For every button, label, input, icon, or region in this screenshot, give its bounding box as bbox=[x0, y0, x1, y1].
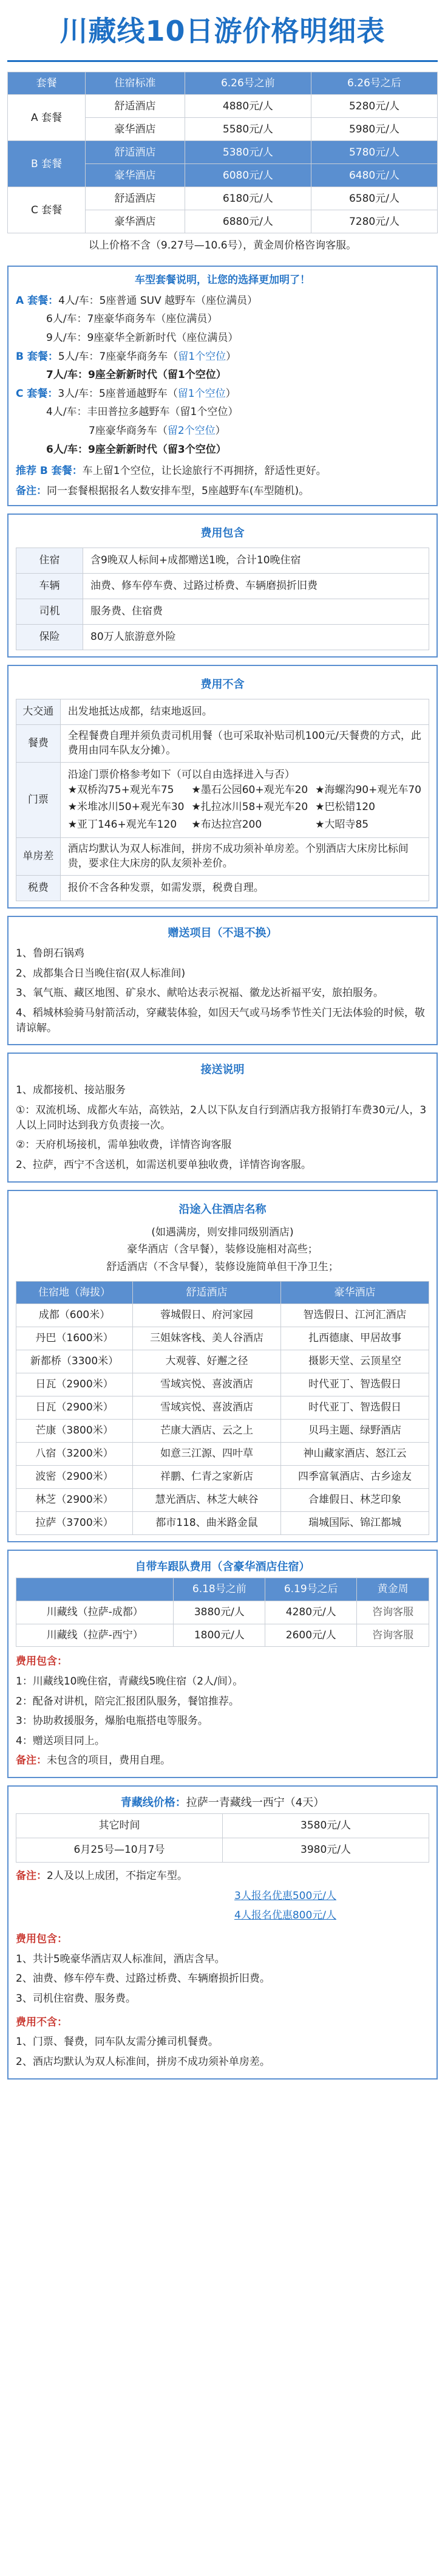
table-cell: 波密（2900米） bbox=[16, 1466, 133, 1489]
table-cell: 日瓦（2900米） bbox=[16, 1373, 133, 1396]
car-option: 7人/车：9座全新新时代（留1个空位） bbox=[46, 369, 226, 382]
table-row bbox=[16, 699, 429, 724]
table-row bbox=[16, 1814, 429, 1838]
table-cell: 丹巴（1600米） bbox=[16, 1327, 133, 1350]
section-title: 车型套餐说明，让您的选择更加明了！ bbox=[135, 273, 310, 286]
ticket-item: ★大昭寺85 bbox=[315, 819, 369, 831]
table-cell: 2600元/人 bbox=[265, 1624, 357, 1647]
gift-item: 4、稻城林验骑马射箭活动，穿藏装体验，如因天气或马场季节性关门无法体验的时候，敬请谅解。 bbox=[16, 1006, 425, 1034]
table-cell: 芒康大酒店、云之上 bbox=[133, 1420, 281, 1443]
car-line: 6人/车：7座豪华商务车（座位满员） bbox=[46, 313, 218, 326]
table-cell: 成都（600米） bbox=[16, 1304, 133, 1327]
table-cell: 都市118、曲米路金鼠 bbox=[133, 1512, 281, 1535]
table-cell: 5380元/人 bbox=[185, 141, 311, 164]
table-cell: 舒适酒店 bbox=[86, 187, 185, 210]
table-cell: 新都桥（3300米） bbox=[16, 1350, 133, 1373]
table-row bbox=[16, 1443, 429, 1466]
table-row bbox=[16, 573, 429, 599]
table-cell: 5980元/人 bbox=[311, 118, 437, 141]
car-option: ） bbox=[225, 387, 236, 400]
package-name: B 套餐 bbox=[8, 141, 86, 187]
section-title: 费用包含 bbox=[200, 526, 245, 540]
table-cell: 瑞城国际、锦江都城 bbox=[281, 1512, 429, 1535]
row-key: 单房差 bbox=[16, 837, 61, 875]
pickup-item: 2、拉萨，西宁不含送机，如需送机要单独收费，详情咨询客服。 bbox=[16, 1158, 311, 1171]
gift-item: 2、成都集合日当晚住宿(双人标准间) bbox=[16, 967, 186, 980]
package-name: A 套餐 bbox=[8, 95, 86, 141]
note-text: 2人及以上成团，不指定车型。 bbox=[47, 1870, 188, 1883]
row-value: 出发地抵达成都，结束地返回。 bbox=[60, 699, 429, 724]
car-line bbox=[16, 348, 429, 366]
table-cell: 林芝（2900米） bbox=[16, 1489, 133, 1512]
package-label: A 套餐： bbox=[16, 294, 59, 307]
table-cell: 合雄假日、林芝印象 bbox=[281, 1489, 429, 1512]
table-cell: 慧光酒店、林芝大峡谷 bbox=[133, 1489, 281, 1512]
car-option: ） bbox=[215, 425, 226, 438]
table-cell: 雪域宾悦、喜波酒店 bbox=[133, 1396, 281, 1420]
pickup-item: ②：天府机场接机，需单独收费，详情咨询客服 bbox=[16, 1139, 232, 1152]
table-row bbox=[16, 724, 429, 762]
table-cell: 时代亚丁、智选假日 bbox=[281, 1396, 429, 1420]
recommendation bbox=[16, 464, 429, 479]
table-row bbox=[16, 548, 429, 573]
table-cell: 5580元/人 bbox=[185, 118, 311, 141]
car-option: 3人/车：5座普通越野车（ bbox=[58, 387, 178, 400]
table-cell: 八宿（3200米） bbox=[16, 1443, 133, 1466]
table-cell: 豪华酒店 bbox=[86, 164, 185, 187]
discount-line bbox=[16, 1906, 429, 1926]
section-title: 自带车跟队费用（含豪华酒店住宿） bbox=[135, 1561, 310, 1574]
table-row bbox=[16, 1373, 429, 1396]
ticket-intro: 沿途门票价格参考如下（可以自由选择进入与否） bbox=[67, 769, 295, 781]
seat-note: 留2个空位 bbox=[167, 425, 216, 438]
car-line: 9人/车：9座豪华全新新时代（座位满员） bbox=[46, 331, 239, 344]
table-cell: 3880元/人 bbox=[174, 1601, 265, 1624]
include-item: 1、共计5晚豪华酒店双人标准间，酒店含早。 bbox=[16, 1953, 225, 1965]
table-row bbox=[16, 1601, 429, 1624]
table-header: 住宿地（海拔） bbox=[16, 1281, 133, 1304]
fee-exclude-section bbox=[7, 665, 438, 908]
table-header: 豪华酒店 bbox=[281, 1281, 429, 1304]
table-row bbox=[16, 624, 429, 650]
car-line bbox=[16, 292, 429, 311]
ticket-item: ★双桥沟75+观光车75 bbox=[67, 783, 174, 796]
table-row bbox=[16, 1396, 429, 1420]
fee-include-table bbox=[16, 548, 429, 650]
include-item: 4：赠送项目同上。 bbox=[16, 1734, 105, 1747]
table-cell: 四季富氧酒店、古乡途友 bbox=[281, 1466, 429, 1489]
table-cell: 芒康（3800米） bbox=[16, 1420, 133, 1443]
table-row bbox=[16, 599, 429, 624]
table-row bbox=[16, 1304, 429, 1327]
table-cell: 雪域宾悦、喜波酒店 bbox=[133, 1373, 281, 1396]
row-value: 服务费、住宿费 bbox=[83, 599, 429, 624]
recommendation-label: 推荐 B 套餐： bbox=[16, 465, 83, 478]
table-row bbox=[16, 1838, 429, 1863]
table-cell: 3580元/人 bbox=[223, 1814, 429, 1838]
ticket-item: ★扎拉冰川58+观光车20 bbox=[191, 801, 308, 814]
table-cell: 其它时间 bbox=[16, 1814, 223, 1838]
table-row bbox=[8, 141, 438, 164]
ticket-item: ★墨石公园60+观光车20 bbox=[191, 783, 308, 796]
car-note bbox=[16, 484, 429, 499]
row-value: 报价不含各种发票，如需发票，税费自理。 bbox=[60, 875, 429, 901]
car-line bbox=[16, 385, 429, 404]
table-header: 6.26号之后 bbox=[311, 72, 437, 95]
note-label: 备注： bbox=[16, 1754, 47, 1767]
car-option: 7座豪华商务车（ bbox=[89, 425, 168, 438]
gift-item: 3、氧气瓶、藏区地图、矿泉水、献哈达表示祝福、徽龙达祈福平安，旅拍服务。 bbox=[16, 987, 384, 1000]
note-text: 同一套餐根据报名人数安排车型，5座越野车(车型随机)。 bbox=[47, 485, 310, 498]
table-cell: 摄影天堂、云顶星空 bbox=[281, 1350, 429, 1373]
car-line bbox=[16, 366, 429, 385]
row-value bbox=[60, 763, 429, 838]
include-item: 2：配备对讲机，陪完汇报团队服务，餐馆推荐。 bbox=[16, 1695, 239, 1708]
table-row bbox=[16, 1327, 429, 1350]
table-header: 6.19号之后 bbox=[265, 1578, 357, 1601]
table-cell: 智选假日、江河汇酒店 bbox=[281, 1304, 429, 1327]
table-header: 套餐 bbox=[8, 72, 86, 95]
row-value: 80万人旅游意外险 bbox=[83, 624, 429, 650]
table-cell: 4280元/人 bbox=[265, 1601, 357, 1624]
table-cell: 贝玛主题、绿野酒店 bbox=[281, 1420, 429, 1443]
include-label: 费用包含： bbox=[16, 1655, 67, 1668]
table-cell: 6480元/人 bbox=[311, 164, 437, 187]
qinghai-title-text: 拉萨一青藏线一西宁（4天） bbox=[186, 1796, 325, 1810]
table-cell: 拉萨（3700米） bbox=[16, 1512, 133, 1535]
table-cell: 神山藏家酒店、怒江云 bbox=[281, 1443, 429, 1466]
table-cell: 川藏线（拉萨-成都） bbox=[16, 1601, 174, 1624]
table-cell: 时代亚丁、智选假日 bbox=[281, 1373, 429, 1396]
hotel-subtitle: 豪华酒店（含早餐），装修设施相对高些； bbox=[127, 1243, 318, 1256]
table-cell: 祥鹏、仁青之家新店 bbox=[133, 1466, 281, 1489]
row-key: 住宿 bbox=[16, 548, 83, 573]
gift-item: 1、鲁朗石锅鸡 bbox=[16, 947, 84, 960]
table-header: 黄金周 bbox=[357, 1578, 429, 1601]
table-cell: 6580元/人 bbox=[311, 187, 437, 210]
page-title: 川藏线10日游价格明细表 bbox=[59, 15, 386, 47]
table-header: 6.18号之前 bbox=[174, 1578, 265, 1601]
price-note: 以上价格不含（9.27号—10.6号），黄金周价格咨询客服。 bbox=[88, 239, 357, 252]
qinghai-section bbox=[7, 1785, 438, 2080]
table-row bbox=[16, 1466, 429, 1489]
car-line bbox=[16, 441, 429, 459]
table-cell: 豪华酒店 bbox=[86, 118, 185, 141]
hotel-subtitle: (如遇满房，则安排同级别酒店) bbox=[151, 1226, 294, 1238]
table-row bbox=[16, 837, 429, 875]
self-drive-note bbox=[16, 1751, 429, 1771]
package-label: B 套餐： bbox=[16, 350, 58, 363]
ticket-item: ★米堆冰川50+观光车30 bbox=[67, 801, 185, 814]
include-item: 1：川藏线10晚住宿，青藏线5晚住宿（2人/间）。 bbox=[16, 1675, 243, 1688]
include-item: 3、司机住宿费、服务费。 bbox=[16, 1993, 136, 2005]
section-title bbox=[16, 1793, 429, 1813]
table-cell: 4880元/人 bbox=[185, 95, 311, 118]
table-row bbox=[8, 187, 438, 210]
car-line bbox=[16, 422, 429, 441]
row-value: 全程餐费自理并须负责司机用餐（也可采取补贴司机100元/天餐费的方式，此费用由同车队友分摊）。 bbox=[60, 724, 429, 762]
hotel-section bbox=[7, 1190, 438, 1543]
exclude-label: 费用不含： bbox=[16, 2016, 67, 2028]
section-title: 接送说明 bbox=[200, 1063, 245, 1077]
row-key: 保险 bbox=[16, 624, 83, 650]
pickup-section bbox=[7, 1053, 438, 1182]
table-cell: 大观蓉、好邂之径 bbox=[133, 1350, 281, 1373]
car-type-section bbox=[7, 266, 438, 506]
table-cell: 咨询客服 bbox=[357, 1601, 429, 1624]
row-key: 大交通 bbox=[16, 699, 61, 724]
table-cell: 扎西德康、甲居故事 bbox=[281, 1327, 429, 1350]
ticket-item: ★亚丁146+观光车120 bbox=[67, 819, 177, 831]
car-line: 4人/车：丰田普拉多越野车（留1个空位） bbox=[46, 406, 239, 419]
row-key: 司机 bbox=[16, 599, 83, 624]
table-cell: 舒适酒店 bbox=[86, 95, 185, 118]
package-price-table bbox=[7, 72, 438, 234]
table-cell: 舒适酒店 bbox=[86, 141, 185, 164]
table-cell: 6080元/人 bbox=[185, 164, 311, 187]
table-cell: 5780元/人 bbox=[311, 141, 437, 164]
table-cell: 川藏线（拉萨-西宁） bbox=[16, 1624, 174, 1647]
seat-note: 留1个空位 bbox=[178, 350, 226, 363]
row-key: 税费 bbox=[16, 875, 61, 901]
discount-text: 4人报名优惠800元/人 bbox=[234, 1909, 336, 1922]
exclude-item: 1、门票、餐费，同车队友需分摊司机餐费。 bbox=[16, 2036, 219, 2049]
hotel-table bbox=[16, 1281, 429, 1536]
qinghai-title-label: 青藏线价格： bbox=[120, 1796, 186, 1810]
gift-section bbox=[7, 916, 438, 1045]
title-divider bbox=[7, 60, 438, 62]
row-key: 餐费 bbox=[16, 724, 61, 762]
table-header: 舒适酒店 bbox=[133, 1281, 281, 1304]
row-value: 油费、修车停车费、过路过桥费、车辆磨损折旧费 bbox=[83, 573, 429, 599]
row-value: 含9晚双人标间+成都赠送1晚，合计10晚住宿 bbox=[83, 548, 429, 573]
ticket-item: ★布达拉宫200 bbox=[191, 819, 262, 831]
table-row bbox=[16, 1420, 429, 1443]
table-cell: 6880元/人 bbox=[185, 210, 311, 233]
table-cell: 6月25号—10月7号 bbox=[16, 1838, 223, 1863]
section-title: 赠送项目（不退不换） bbox=[168, 926, 277, 939]
ticket-item: ★海螺沟90+观光车70 bbox=[315, 783, 421, 796]
package-name: C 套餐 bbox=[8, 187, 86, 233]
table-cell: 1800元/人 bbox=[174, 1624, 265, 1647]
table-row bbox=[8, 95, 438, 118]
ticket-list bbox=[68, 783, 421, 833]
table-header bbox=[16, 1578, 174, 1601]
table-row bbox=[16, 1512, 429, 1535]
section-title: 沿途入住酒店名称 bbox=[178, 1203, 267, 1216]
table-row bbox=[16, 1624, 429, 1647]
table-row bbox=[16, 1350, 429, 1373]
recommendation-text: 车上留1个空位，让长途旅行不再拥挤，舒适性更好。 bbox=[82, 465, 327, 478]
table-cell: 6180元/人 bbox=[185, 187, 311, 210]
package-label: C 套餐： bbox=[16, 387, 58, 400]
ticket-item: ★巴松错120 bbox=[315, 801, 375, 814]
fee-include-section bbox=[7, 513, 438, 658]
note-label: 备注： bbox=[16, 485, 47, 498]
table-row bbox=[16, 1489, 429, 1512]
car-option: 4人/车：5座普通 SUV 越野车（座位满员） bbox=[58, 294, 258, 307]
qinghai-price-table bbox=[16, 1813, 429, 1863]
table-cell: 豪华酒店 bbox=[86, 210, 185, 233]
table-cell: 咨询客服 bbox=[357, 1624, 429, 1647]
row-key: 门票 bbox=[16, 763, 61, 838]
table-cell: 5280元/人 bbox=[311, 95, 437, 118]
table-cell: 日瓦（2900米） bbox=[16, 1396, 133, 1420]
discount-line bbox=[16, 1886, 429, 1906]
row-value: 酒店均默认为双人标准间，拼房不成功须补单房差。个别酒店大床房比标间贵，要求住大床房的队友须补差价。 bbox=[60, 837, 429, 875]
car-option: 6人/车：9座全新新时代（留3个空位） bbox=[46, 443, 226, 456]
discount-text: 3人报名优惠500元/人 bbox=[234, 1889, 336, 1902]
include-label: 费用包含： bbox=[16, 1933, 67, 1946]
qinghai-note bbox=[16, 1866, 429, 1886]
pickup-item: 1、成都接机、接站服务 bbox=[16, 1084, 126, 1097]
table-cell: 如意三江源、四叶草 bbox=[133, 1443, 281, 1466]
exclude-item: 2、酒店均默认为双人标准间，拼房不成功须补单房差。 bbox=[16, 2055, 270, 2068]
table-cell: 3980元/人 bbox=[223, 1838, 429, 1863]
note-label: 备注： bbox=[16, 1870, 47, 1883]
hotel-subtitle: 舒适酒店（不含早餐），装修设施简单但干净卫生； bbox=[106, 1260, 339, 1273]
self-drive-table bbox=[16, 1578, 429, 1647]
fee-exclude-table bbox=[16, 699, 429, 901]
include-item: 3：协助救援服务，爆胎电瓶搭电等服务。 bbox=[16, 1715, 208, 1728]
self-drive-section bbox=[7, 1550, 438, 1778]
pickup-item: ①：双流机场、成都火车站，高铁站，2人以下队友自行到酒店我方报销打车费30元/人，3人以上同时达到我方负责接一次。 bbox=[16, 1104, 427, 1132]
table-row bbox=[16, 875, 429, 901]
table-header: 住宿标准 bbox=[86, 72, 185, 95]
table-cell: 7280元/人 bbox=[311, 210, 437, 233]
table-header: 6.26号之前 bbox=[185, 72, 311, 95]
table-cell: 三姐妹客栈、美人谷酒店 bbox=[133, 1327, 281, 1350]
car-option: 5人/车：7座豪华商务车（ bbox=[58, 350, 178, 363]
row-key: 车辆 bbox=[16, 573, 83, 599]
car-option: ） bbox=[226, 350, 237, 363]
section-title: 费用不含 bbox=[200, 678, 245, 691]
seat-note: 留1个空位 bbox=[177, 387, 226, 400]
include-item: 2、油费、修车停车费、过路过桥费、车辆磨损折旧费。 bbox=[16, 1973, 270, 1985]
table-cell: 蓉城假日、府河家园 bbox=[133, 1304, 281, 1327]
note-text: 未包含的项目，费用自理。 bbox=[47, 1754, 171, 1767]
table-row bbox=[16, 763, 429, 838]
